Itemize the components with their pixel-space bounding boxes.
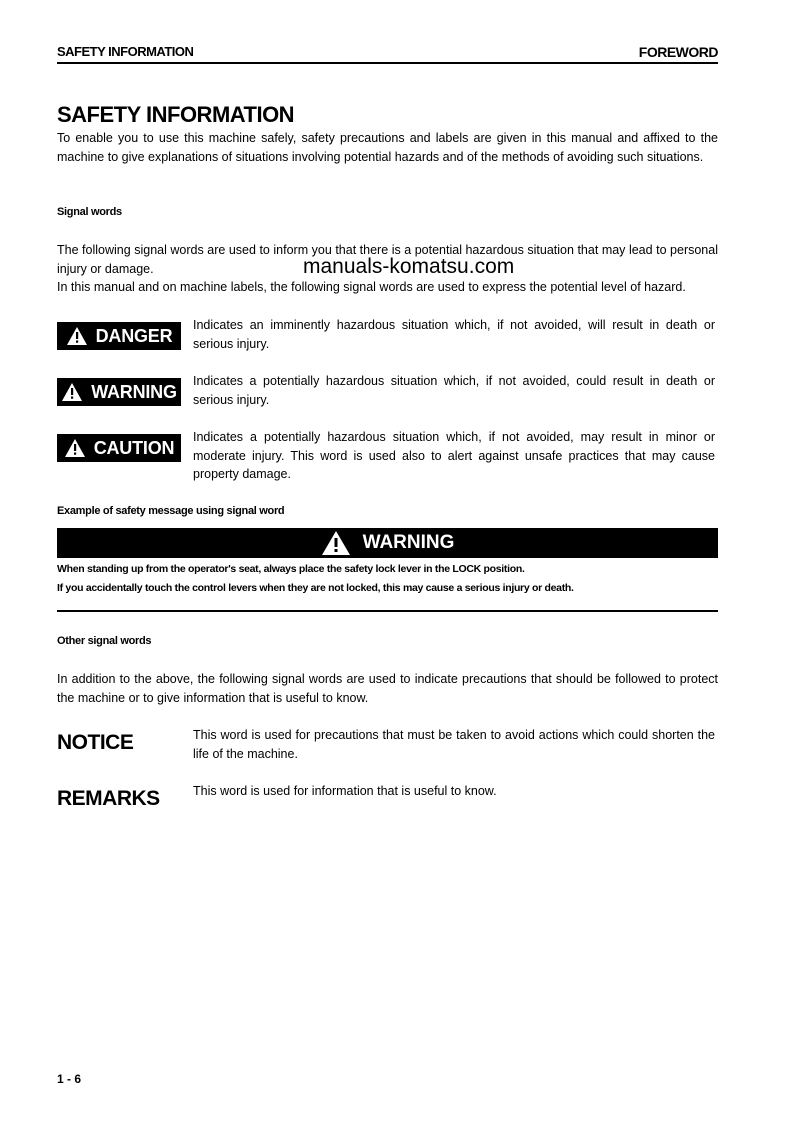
warning-label — [57, 378, 181, 406]
signal-words-paragraph-2: In this manual and on machine labels, the following signal words are used to express the potential level of hazard. — [57, 280, 686, 294]
warning-triangle-icon — [321, 530, 351, 556]
danger-label-text: DANGER — [95, 325, 173, 346]
warning-label-text: WARNING — [91, 381, 177, 402]
other-signal-words-heading: Other signal words — [57, 635, 152, 647]
warning-triangle-icon — [64, 438, 86, 458]
other-signal-words-paragraph: In addition to the above, the following signal words are used to indicate precautions that should be followed to protect the machine or to give information that is useful to know. — [57, 672, 718, 705]
signal-words-heading: Signal words — [57, 206, 122, 218]
remarks-description: This word is used for information that is useful to know. — [193, 784, 497, 798]
header-section-title: SAFETY INFORMATION — [57, 44, 194, 59]
page-title: SAFETY INFORMATION — [57, 102, 295, 127]
caution-label-text: CAUTION — [93, 437, 175, 458]
example-divider — [57, 610, 718, 612]
caution-label — [57, 434, 181, 462]
notice-description: This word is used for precautions that must be taken to avoid actions which could shorten the life of the machine. — [193, 728, 715, 761]
warning-description: Indicates a potentially hazardous situation which, if not avoided, could result in death or serious injury. — [193, 374, 715, 407]
example-warning-bar — [57, 528, 718, 558]
remarks-word: REMARKS — [57, 787, 160, 810]
example-message-line-2: If you accidentally touch the control levers when they are not locked, this may cause a serious injury or death. — [57, 582, 574, 594]
intro-paragraph: To enable you to use this machine safely, safety precautions and labels are given in this manual and affixed to the machine to give explanations of situations involving potential hazards and of the methods of avoiding such situations. — [57, 131, 718, 164]
warning-triangle-icon — [61, 382, 83, 402]
example-heading: Example of safety message using signal word — [57, 505, 285, 517]
example-warning-word: WARNING — [362, 532, 455, 553]
warning-triangle-icon — [66, 326, 88, 346]
header-chapter-title: FOREWORD — [638, 44, 718, 60]
watermark-text: manuals-komatsu.com — [303, 255, 515, 278]
signal-words-paragraph-1: The following signal words are used to inform you that there is a potential hazardous situation that may lead to personal injury or damage. — [57, 243, 718, 276]
header-divider — [57, 62, 718, 64]
page-number: 1 - 6 — [57, 1072, 82, 1086]
example-message-line-1: When standing up from the operator's seat, always place the safety lock lever in the LOCK position. — [57, 563, 525, 575]
danger-label — [57, 322, 181, 350]
notice-word: NOTICE — [57, 731, 134, 754]
caution-description: Indicates a potentially hazardous situation which, if not avoided, may result in minor or moderate injury. This word is used also to alert against unsafe practices that may cause property damage. — [193, 430, 715, 481]
danger-description: Indicates an imminently hazardous situation which, if not avoided, will result in death or serious injury. — [193, 318, 715, 351]
